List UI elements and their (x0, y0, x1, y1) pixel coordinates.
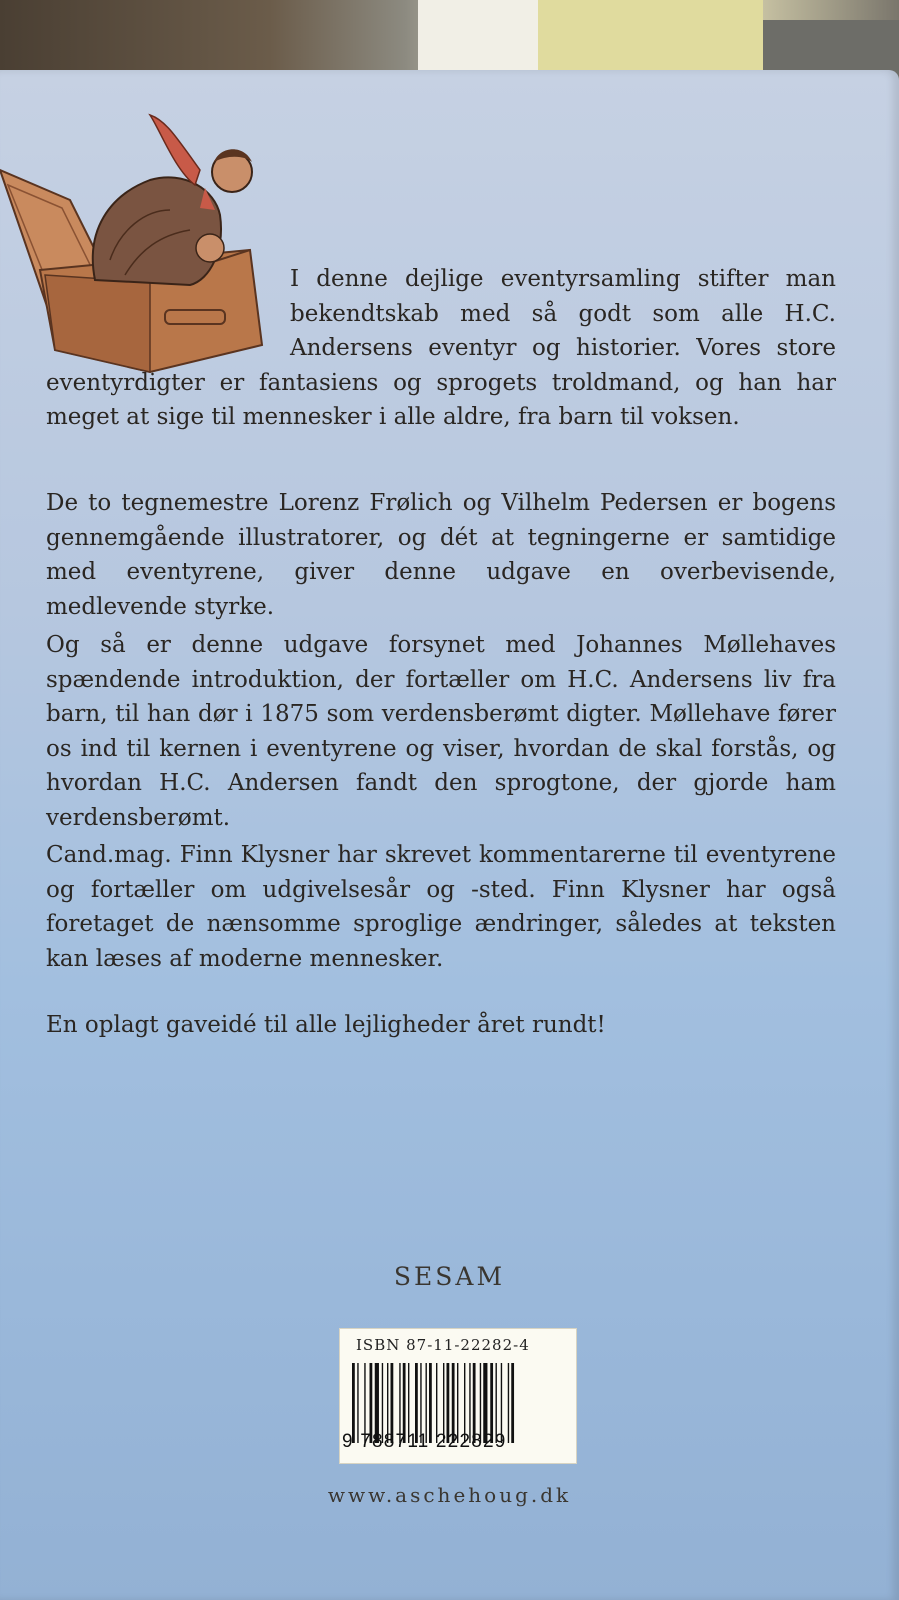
publisher-name: SESAM (393, 1262, 506, 1291)
background-object-white (418, 0, 538, 78)
description-paragraph-1 (46, 262, 836, 435)
publisher-website: www.aschehoug.dk (327, 1483, 572, 1507)
description-paragraph-3: Og så er denne udgave forsynet med Johannes Møllehaves spændende introduktion, der fortæller om H.C. Andersens liv fra barn, til han dør i 1875 som verdensberømt digter. Møllehave fører os ind til kernen i eventyrene og viser, hvordan de skal forstås, og hvordan H.C. Andersen fandt den sprogtone, der gjorde ham verdensberømt. (46, 632, 836, 831)
barcode-label (339, 1328, 577, 1464)
barcode-digits: 9 788711 222829 (342, 1431, 507, 1452)
paragraph-text: I denne dejlige eventyrsamling stifter man bekendtskab med så godt som alle H.C. Andersens eventyr og historier. Vores store eventyrdigter er fantasiens og sprogets troldmand, og han har meget at sige til mennesker i alle aldre, fra barn til voksen. (46, 266, 836, 430)
description-paragraph-4: Cand.mag. Finn Klysner har skrevet kommentarerne til eventyrene og fortæller om udgivelsesår og -sted. Finn Klysner har også foretaget de nænsomme sproglige ændringer, således at teksten kan læses af moderne mennesker. (46, 842, 836, 972)
background-object-yellow (538, 0, 763, 78)
text-indent (46, 262, 290, 362)
description-paragraph-5: En oplagt gaveidé til alle lejligheder året rundt! (46, 1012, 606, 1038)
description-paragraph-2: De to tegnemestre Lorenz Frølich og Vilhelm Pedersen er bogens gennemgående illustratorer, og dét at tegningerne er samtidige med eventyrene, giver denne udgave en overbevisende, medlevende styrke. (46, 490, 836, 620)
isbn-number: ISBN 87-11-22282-4 (356, 1336, 530, 1354)
